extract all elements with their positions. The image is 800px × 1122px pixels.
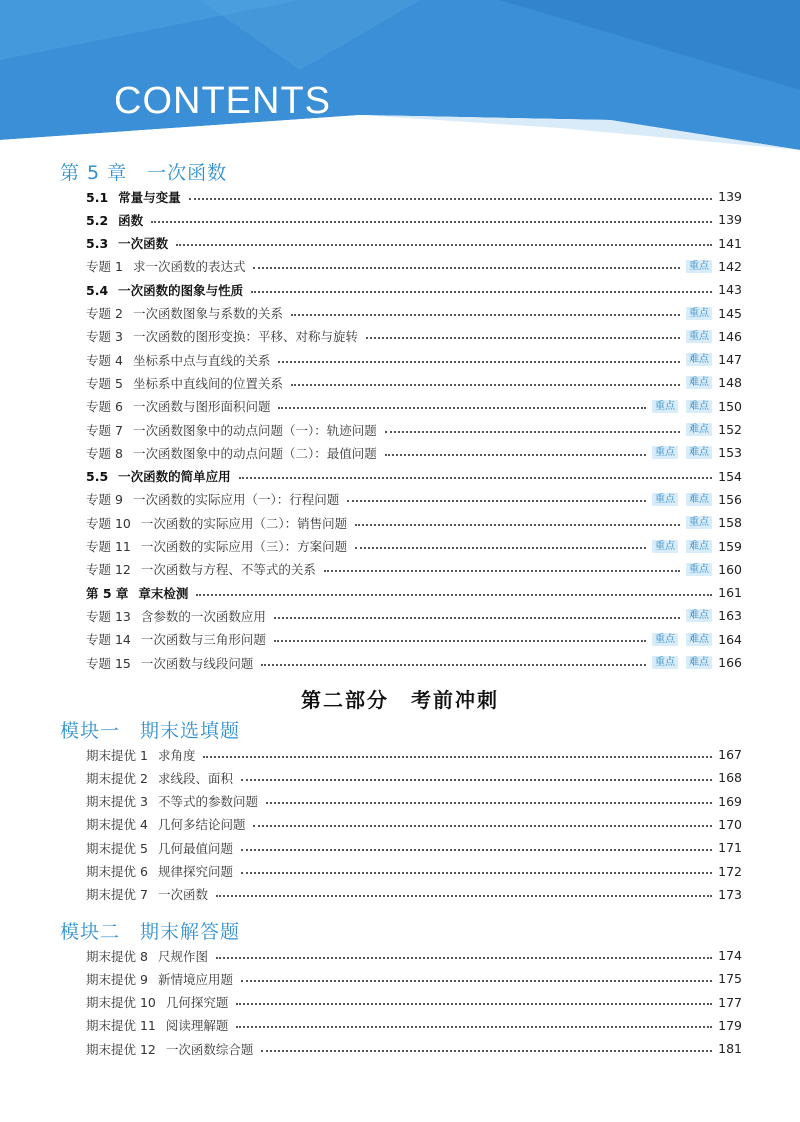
difficult-point-badge: 难点 [686, 633, 712, 646]
tag-group [686, 260, 712, 273]
key-point-badge: 重点 [686, 330, 712, 343]
toc-entry-title: 一次函数的实际应用（一）：行程问题 [132, 492, 340, 508]
toc-entry-number: 期末提优 3 [86, 794, 148, 810]
toc-entry-label [86, 815, 245, 833]
toc-entry[interactable] [86, 1037, 742, 1060]
dot-leader [203, 756, 712, 758]
toc-entry-title: 一次函数的实际应用（三）：方案问题 [140, 539, 348, 554]
key-point-badge: 重点 [652, 540, 678, 553]
page-number: 166 [718, 655, 742, 670]
dot-leader [236, 1003, 712, 1005]
toc-entry[interactable] [86, 743, 742, 766]
key-point-badge: 重点 [652, 400, 678, 413]
tag-group [686, 609, 712, 622]
dot-leader [274, 617, 680, 619]
page-number: 152 [718, 422, 742, 437]
dot-leader [385, 454, 646, 456]
toc-entry-number: 期末提优 6 [86, 864, 148, 879]
toc-entry-title: 一次函数图象中的动点问题（二）：最值问题 [132, 445, 377, 461]
page-number: 156 [718, 491, 742, 507]
toc-entry-number: 专题 3 [86, 329, 123, 345]
toc-entry-number: 专题 15 [86, 655, 131, 671]
page-number: 173 [718, 886, 742, 902]
toc-entry-label [86, 444, 377, 462]
toc-entry-title: 一次函数的实际应用（二）：销售问题 [140, 515, 348, 531]
toc-entry-number: 5.3 [86, 236, 109, 252]
toc-entry-number: 期末提优 10 [86, 995, 156, 1011]
toc-entry-number: 期末提优 8 [86, 948, 148, 964]
dot-leader [241, 872, 712, 874]
toc-entry-title: 求线段、面积 [157, 770, 233, 786]
toc-entry-number: 期末提优 11 [86, 1018, 156, 1034]
toc-entry[interactable] [86, 185, 742, 208]
toc-entry-number: 期末提优 12 [86, 1041, 156, 1057]
toc-entry[interactable] [86, 441, 742, 464]
page-number: 158 [718, 515, 742, 531]
toc-entry-title: 一次函数 [157, 887, 208, 903]
toc-entry-title: 一次函数的图形变换：平移、对称与旋转 [132, 329, 358, 345]
toc-entry-title: 一次函数与三角形问题 [140, 632, 266, 648]
toc-entry-title: 几何探究题 [165, 995, 229, 1011]
toc-entry[interactable] [86, 651, 742, 674]
toc-entry-label [86, 490, 339, 508]
page-number: 159 [718, 538, 742, 554]
toc-entry[interactable] [86, 371, 742, 394]
tag-group [686, 353, 712, 366]
tag-group [686, 516, 712, 529]
toc-entry[interactable] [86, 418, 742, 441]
toc-entry-number: 专题 6 [86, 399, 123, 415]
difficult-point-badge: 难点 [686, 423, 712, 436]
toc-entry-number: 5.5 [86, 469, 109, 485]
toc-entry-label [86, 281, 243, 299]
key-point-badge: 重点 [686, 516, 712, 529]
tag-group [652, 633, 712, 646]
difficult-point-badge: 难点 [686, 609, 712, 622]
toc-entry-title: 一次函数 [118, 236, 169, 252]
difficult-point-badge: 难点 [686, 446, 712, 459]
toc-entry[interactable] [86, 488, 742, 511]
part-heading: 第二部分 考前冲刺 [301, 688, 499, 712]
toc-entry-title: 一次函数综合题 [165, 1041, 254, 1057]
toc-entry-label [86, 188, 181, 206]
toc-entry-number: 5.1 [86, 189, 109, 205]
toc-entry-number: 期末提优 1 [86, 747, 148, 763]
page-number: 161 [718, 585, 742, 601]
toc-entry[interactable] [86, 348, 742, 371]
toc-entry[interactable] [86, 860, 742, 883]
page-number: 142 [718, 258, 742, 274]
difficult-point-badge: 难点 [686, 353, 712, 366]
toc-entry-title: 求角度 [157, 747, 196, 763]
toc-entry-title: 函数 [118, 212, 144, 228]
toc-entry[interactable] [86, 535, 742, 558]
toc-entry-title: 常量与变量 [118, 189, 181, 205]
page-number: 167 [718, 747, 742, 762]
tag-group [652, 540, 712, 553]
tag-group [652, 446, 712, 459]
dot-leader [176, 244, 712, 246]
page-number: 160 [718, 561, 742, 577]
toc-entry-title: 坐标系中直线间的位置关系 [132, 375, 283, 391]
toc-entry-title: 一次函数的图象与性质 [118, 282, 244, 298]
toc-entry[interactable] [86, 278, 742, 301]
toc-entry-label [86, 514, 347, 532]
toc-entry-number: 专题 12 [86, 562, 131, 578]
toc-entry-number: 专题 9 [86, 492, 123, 508]
toc-entry-title: 不等式的参数问题 [157, 794, 258, 810]
page-number: 139 [718, 212, 742, 228]
toc-entry[interactable] [86, 883, 742, 906]
key-point-badge: 重点 [652, 446, 678, 459]
toc-entry-title: 一次函数与方程、不等式的关系 [140, 562, 316, 578]
toc-entry-title: 一次函数与图形面积问题 [132, 399, 271, 415]
dot-leader [274, 640, 646, 642]
toc-entry-title: 几何多结论问题 [157, 817, 246, 833]
toc-entry-label [86, 993, 228, 1011]
toc-entry-label [86, 862, 233, 880]
toc-entry[interactable] [86, 511, 742, 534]
toc-entry[interactable] [86, 558, 742, 581]
dot-leader [261, 664, 646, 666]
difficult-point-badge: 难点 [686, 540, 712, 553]
dot-leader [278, 407, 646, 409]
module1-heading: 模块一 期末选填题 [60, 720, 241, 742]
tag-group [686, 563, 712, 576]
toc-entry-number: 期末提优 4 [86, 817, 148, 833]
page-number: 148 [718, 375, 742, 391]
tag-group [652, 656, 712, 669]
dot-leader [251, 291, 712, 293]
toc-entry[interactable] [86, 790, 742, 813]
dot-leader [253, 825, 712, 827]
toc-entry-number: 专题 13 [86, 608, 131, 624]
toc-entry-label [86, 839, 233, 857]
toc-entry-number: 专题 4 [86, 352, 123, 368]
toc-entry-number: 专题 7 [86, 422, 123, 438]
dot-leader [347, 500, 646, 502]
toc-entry-label [86, 421, 377, 439]
toc-entry-title: 章末检测 [138, 585, 189, 601]
toc-entry[interactable] [86, 967, 742, 990]
toc-entry-label [86, 1016, 228, 1034]
dot-leader [216, 957, 712, 959]
dot-leader [291, 384, 680, 386]
dot-leader [216, 895, 712, 897]
dot-leader [236, 1026, 712, 1028]
toc-entry-title: 几何最值问题 [157, 840, 233, 856]
difficult-point-badge: 难点 [686, 400, 712, 413]
toc-entry-label [86, 537, 347, 555]
toc-entry-number: 专题 11 [86, 539, 131, 554]
page-number: 169 [718, 793, 742, 809]
toc-entry-title: 求一次函数的表达式 [132, 259, 246, 275]
toc-entry-number: 专题 1 [86, 259, 123, 275]
toc-entry[interactable] [86, 836, 742, 859]
dot-leader [189, 198, 712, 200]
dot-leader [253, 267, 680, 269]
tag-group [652, 400, 712, 413]
page-number: 179 [718, 1017, 742, 1033]
dot-leader [261, 1050, 712, 1052]
toc-entry-label [86, 351, 270, 369]
toc-entry-number: 专题 14 [86, 632, 131, 648]
page-number: 145 [718, 305, 742, 321]
page-number: 172 [718, 863, 742, 879]
toc-entry-label [86, 1040, 253, 1058]
toc-entry-label [86, 769, 233, 787]
dot-leader [196, 594, 712, 596]
toc-entry[interactable] [86, 255, 742, 278]
module2-heading: 模块二 期末解答题 [60, 921, 241, 943]
toc-entry-label [86, 654, 253, 672]
contents-title: CONTENTS [114, 80, 331, 122]
toc-entry-title: 含参数的一次函数应用 [140, 608, 266, 624]
page-number: 154 [718, 468, 742, 484]
page-number: 181 [718, 1041, 742, 1057]
toc-entry[interactable] [86, 465, 742, 488]
toc-entry[interactable] [86, 628, 742, 651]
key-point-badge: 重点 [652, 656, 678, 669]
toc-entry-label [86, 304, 283, 322]
toc-entry[interactable] [86, 604, 742, 627]
toc-entry[interactable] [86, 766, 742, 789]
toc-entry[interactable] [86, 991, 742, 1014]
toc-entry-number: 第 5 章 [86, 585, 129, 601]
toc-entry-title: 一次函数与线段问题 [140, 655, 254, 671]
key-point-badge: 重点 [652, 633, 678, 646]
dot-leader [385, 431, 680, 433]
dot-leader [366, 337, 680, 339]
toc-entry-title: 阅读理解题 [165, 1018, 229, 1034]
page-number: 174 [718, 948, 742, 963]
toc-entry-title: 坐标系中点与直线的关系 [132, 352, 271, 368]
toc-entry-label [86, 211, 143, 229]
toc-entry-label [86, 560, 316, 578]
toc-entry-label [86, 947, 208, 965]
chapter-heading: 第 5 章 一次函数 [60, 162, 228, 184]
dot-leader [239, 477, 712, 479]
toc-entry-title: 一次函数图象与系数的关系 [132, 306, 283, 321]
key-point-badge: 重点 [652, 493, 678, 506]
toc-entry-number: 专题 5 [86, 375, 123, 391]
dot-leader [241, 849, 712, 851]
toc-entry[interactable] [86, 325, 742, 348]
page-number: 143 [718, 282, 742, 298]
page-number: 170 [718, 816, 742, 832]
toc-entry[interactable] [86, 581, 742, 604]
toc-entry[interactable] [86, 208, 742, 231]
toc-entry-label [86, 607, 266, 625]
page-number: 177 [718, 994, 742, 1010]
toc-entry-label [86, 374, 283, 392]
toc-entry-label [86, 584, 188, 602]
toc-entry-title: 尺规作图 [157, 948, 208, 964]
dot-leader [151, 221, 712, 223]
dot-leader [241, 980, 712, 982]
page-number: 153 [718, 445, 742, 461]
dot-leader [324, 570, 680, 572]
tag-group [686, 423, 712, 436]
key-point-badge: 重点 [686, 563, 712, 576]
page-number: 141 [718, 235, 742, 251]
key-point-badge: 重点 [686, 307, 712, 320]
toc-entry-number: 期末提优 5 [86, 840, 148, 856]
page-number: 164 [718, 631, 742, 647]
toc-entry-number: 期末提优 2 [86, 770, 148, 786]
page-number: 146 [718, 328, 742, 344]
dot-leader [355, 524, 680, 526]
difficult-point-badge: 难点 [686, 656, 712, 669]
dot-leader [355, 547, 646, 549]
difficult-point-badge: 难点 [686, 493, 712, 506]
page-number: 168 [718, 770, 742, 786]
toc-entry-label [86, 327, 358, 345]
difficult-point-badge: 难点 [686, 376, 712, 389]
header-banner [0, 0, 800, 160]
toc-entry-title: 规律探究问题 [157, 864, 233, 879]
tag-group [652, 493, 712, 506]
toc-entry[interactable] [86, 1014, 742, 1037]
toc-entry-label [86, 792, 258, 810]
page-number: 150 [718, 398, 742, 414]
dot-leader [266, 802, 712, 804]
toc-entry-label [86, 746, 195, 764]
toc-entry-number: 专题 8 [86, 445, 123, 461]
key-point-badge: 重点 [686, 260, 712, 273]
dot-leader [241, 779, 712, 781]
toc-entry-label [86, 630, 266, 648]
page-number: 147 [718, 352, 742, 368]
toc-entry[interactable] [86, 813, 742, 836]
toc-entry-number: 期末提优 7 [86, 887, 148, 903]
toc-entry-number: 专题 10 [86, 515, 131, 531]
toc-entry-title: 新情境应用题 [157, 971, 233, 987]
toc-entry-label [86, 397, 270, 415]
tag-group [686, 330, 712, 343]
toc-entry[interactable] [86, 395, 742, 418]
page-number: 163 [718, 608, 742, 624]
page-number: 171 [718, 840, 742, 856]
tag-group [686, 376, 712, 389]
toc-entry-number: 专题 2 [86, 306, 123, 321]
page-number: 139 [718, 189, 742, 204]
toc-entry-number: 5.4 [86, 282, 109, 298]
toc-entry-title: 一次函数图象中的动点问题（一）：轨迹问题 [132, 422, 377, 438]
toc-entry-label [86, 234, 168, 252]
toc-entry[interactable] [86, 232, 742, 255]
toc-entry[interactable] [86, 302, 742, 325]
toc-entry-number: 期末提优 9 [86, 971, 148, 987]
toc-entry[interactable] [86, 944, 742, 967]
tag-group [686, 307, 712, 320]
dot-leader [291, 314, 680, 316]
toc-entry-label [86, 467, 231, 485]
toc-entry-label [86, 970, 233, 988]
toc-entry-label [86, 885, 208, 903]
toc-entry-label [86, 257, 245, 275]
dot-leader [278, 361, 680, 363]
toc-entry-title: 一次函数的简单应用 [118, 469, 231, 485]
toc-entry-number: 5.2 [86, 212, 109, 228]
page-number: 175 [718, 971, 742, 987]
